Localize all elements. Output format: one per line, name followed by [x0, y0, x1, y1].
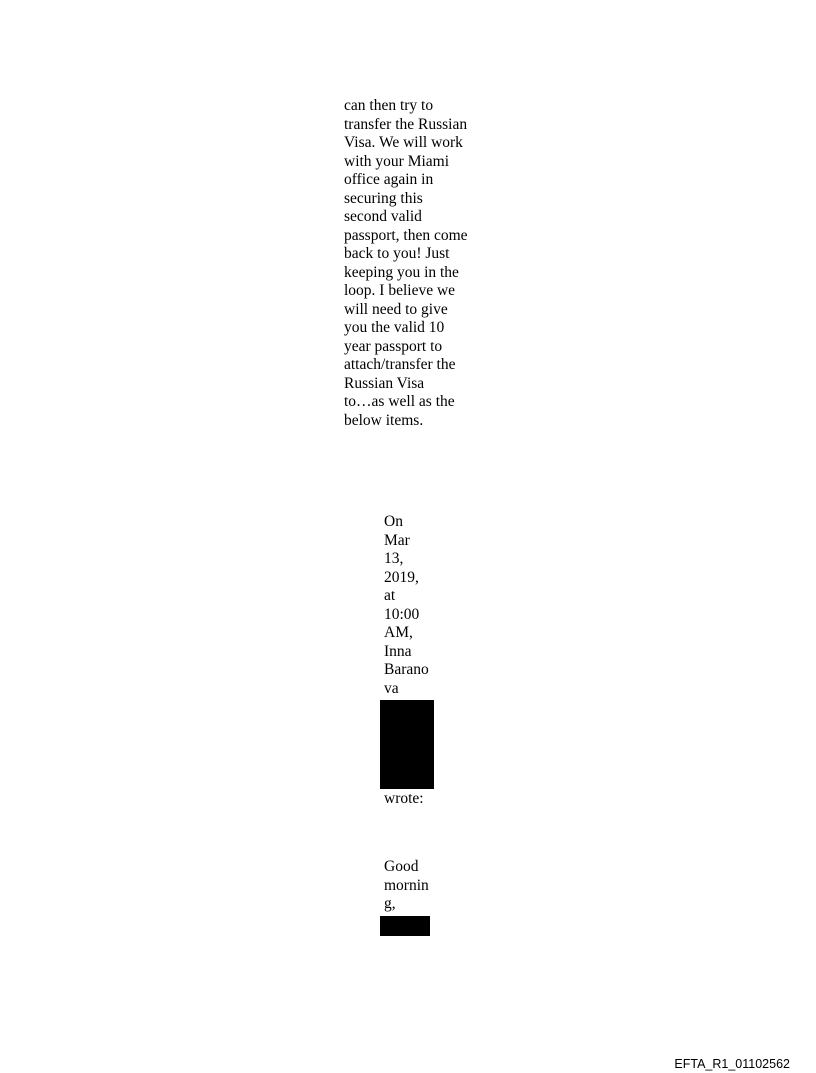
body-text-line: can then try to [344, 97, 434, 114]
body-text-line: Visa. We will work [344, 134, 463, 151]
quoted-header-line: 13, [384, 550, 404, 567]
quoted-header-line: at [384, 587, 396, 604]
document-id-footer: EFTA_R1_01102562 [674, 1057, 790, 1071]
redaction-block [380, 700, 434, 789]
body-text-line: office again in [344, 171, 434, 188]
body-text-line: you the valid 10 [344, 319, 445, 336]
body-text-line: loop. I believe we [344, 282, 456, 299]
quoted-header-line: Mar [384, 531, 410, 549]
quoted-body-line: mornin [384, 876, 429, 894]
quoted-body-line: Good [384, 858, 419, 875]
quoted-header-line: Barano [384, 661, 429, 678]
quoted-header-line: 2019, [384, 568, 419, 586]
quoted-body-line: g, [384, 895, 396, 912]
body-text-line: second valid [344, 208, 422, 225]
body-text-line: transfer the Russian [344, 115, 468, 133]
quoted-header-line: 10:00 [384, 605, 420, 623]
wrote-label: wrote: [384, 790, 424, 807]
body-text-line: Russian Visa [344, 374, 425, 392]
quoted-header-line: AM, [384, 624, 413, 641]
body-text-line: with your Miami [344, 152, 450, 170]
body-text-line: keeping you in the [344, 263, 459, 281]
quoted-header-line: On [384, 513, 403, 530]
body-text-line: back to you! Just [344, 245, 450, 262]
body-text-line: to…as well as the [344, 393, 455, 410]
body-text-line: passport, then come [344, 226, 468, 244]
body-text-line: will need to give [344, 300, 448, 318]
quoted-header-line: Inna [384, 642, 412, 660]
redaction-block [380, 916, 430, 936]
body-text-line: securing this [344, 189, 423, 207]
quoted-header-line: va [384, 679, 399, 697]
body-text-line: below items. [344, 411, 424, 429]
body-text-line: year passport to [344, 337, 443, 355]
body-text-line: attach/transfer the [344, 356, 456, 373]
